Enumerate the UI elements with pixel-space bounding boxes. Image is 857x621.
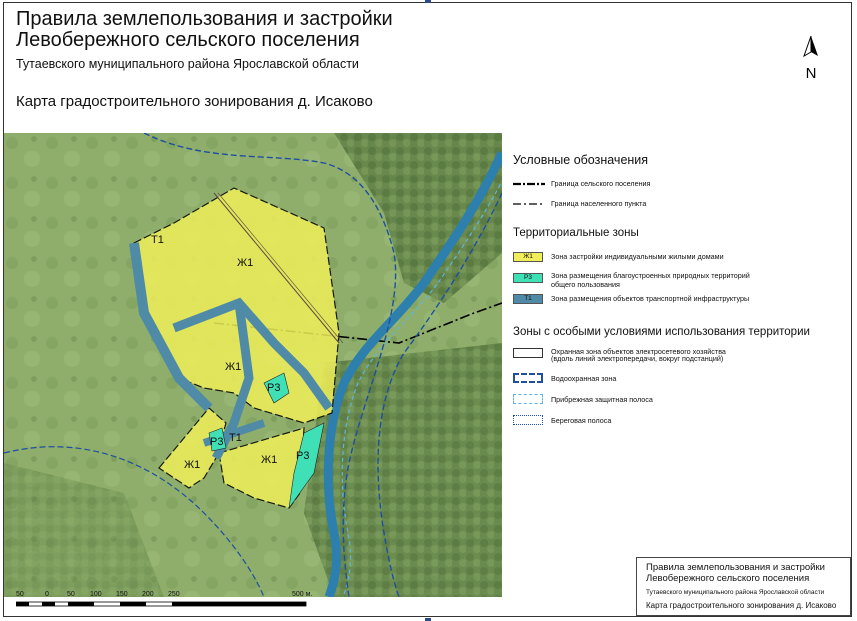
map-svg	[4, 133, 502, 597]
label-zh1: Ж1	[261, 454, 278, 466]
north-letter: N	[805, 65, 817, 82]
legend-boundary-settlement: Граница сельского поселения	[551, 179, 651, 188]
scale-label: 200	[142, 591, 154, 598]
legend-power-line1: Охранная зона объектов электросетевого хозяйства	[551, 347, 726, 356]
stamp-line2: Левобережного сельского поселения	[646, 573, 810, 584]
stamp-line3: Тутаевского муниципального района Ярославской области	[646, 589, 825, 596]
label-r3: Р3	[267, 382, 281, 394]
swatch-water-protection	[513, 373, 543, 383]
scale-label: 150	[116, 591, 128, 598]
legend-panel	[503, 133, 850, 557]
scale-bar	[12, 591, 332, 615]
legend-shore-strip: Береговая полоса	[551, 416, 612, 425]
legend-power-line2: (вдоль линий электропередачи, вокруг подстанций)	[551, 354, 724, 363]
legend-special-title: Зоны с особыми условиями использования территории	[513, 326, 810, 338]
map-title: Карта градостроительного зонирования д. Исаково	[16, 93, 373, 110]
page-subtitle: Тутаевского муниципального района Ярославской области	[16, 57, 359, 71]
label-t1: Т1	[151, 234, 164, 246]
scale-label: 250	[168, 591, 180, 598]
swatch-t1: Т1	[513, 294, 543, 304]
stamp-line4: Карта градостроительного зонирования д. Исаково	[646, 601, 837, 610]
legend-coastal-protective: Прибрежная защитная полоса	[551, 395, 653, 404]
swatch-coastal-protective	[513, 394, 543, 404]
north-arrow-icon	[792, 34, 830, 82]
label-r3: Р3	[296, 450, 310, 462]
scale-end-label: 500 м.	[292, 591, 313, 598]
locality-boundary-line-icon	[513, 201, 545, 207]
swatch-r3: Р3	[513, 273, 543, 283]
label-t1: Т1	[229, 432, 242, 444]
swatch-shore-strip	[513, 415, 543, 425]
legend-zone-t1: Зона размещения объектов транспортной инфраструктуры	[551, 294, 750, 303]
frame-marker-top	[425, 0, 431, 3]
scale-label: 50	[67, 591, 75, 598]
legend-zone-r3-line2: общего пользования	[551, 280, 620, 289]
settlement-boundary-line-icon	[513, 181, 545, 187]
swatch-zh1: Ж1	[513, 252, 543, 262]
scale-label: 50	[16, 591, 24, 598]
label-zh1: Ж1	[225, 361, 242, 373]
swatch-power-zone	[513, 348, 543, 358]
legend-zone-r3-line1: Зона размещения благоустроенных природных территорий	[551, 271, 750, 280]
scale-label: 0	[45, 591, 49, 598]
page-title-line2: Левобережного сельского поселения	[16, 29, 360, 51]
legend-boundary-locality: Граница населенного пункта	[551, 199, 647, 208]
label-zh1: Ж1	[184, 459, 201, 471]
stamp-line1: Правила землепользования и застройки	[646, 562, 825, 573]
label-zh1: Ж1	[237, 257, 254, 269]
map-canvas[interactable]	[4, 133, 502, 597]
legend-zone-zh1: Зона застройки индивидуальными жилыми домами	[551, 252, 724, 261]
page-title-line1: Правила землепользования и застройки	[16, 8, 393, 30]
scale-bar-graphic	[16, 601, 316, 609]
scale-label: 100	[90, 591, 102, 598]
label-r3: Р3	[210, 436, 224, 448]
legend-territorial-title: Территориальные зоны	[513, 227, 639, 239]
title-block	[636, 557, 851, 616]
legend-water-protection: Водоохранная зона	[551, 374, 617, 383]
legend-title: Условные обозначения	[513, 153, 649, 167]
